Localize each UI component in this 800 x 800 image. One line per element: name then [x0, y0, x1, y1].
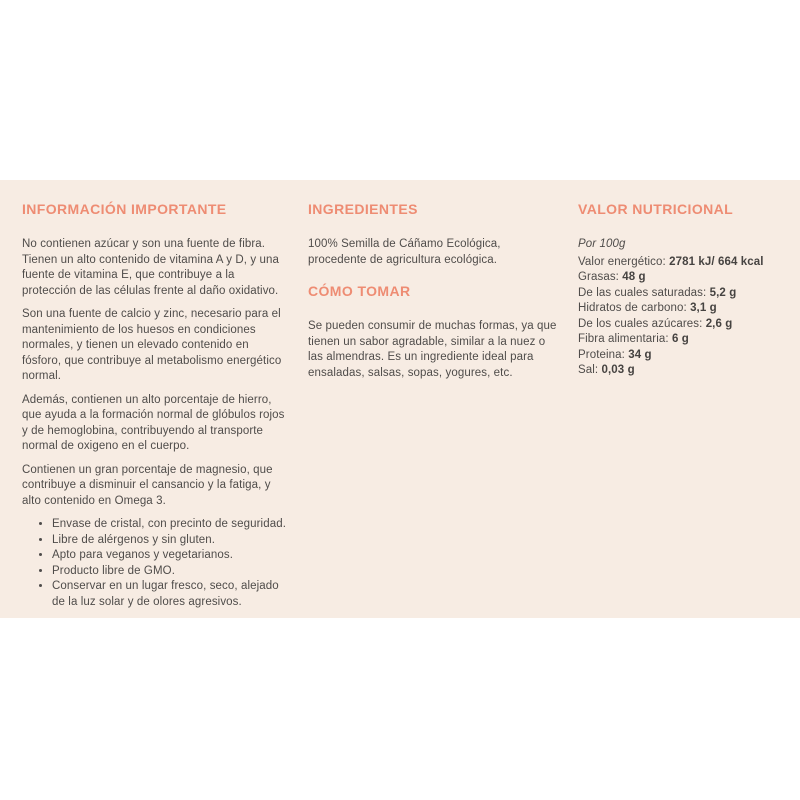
important-info-heading: INFORMACIÓN IMPORTANTE — [22, 201, 227, 217]
nutrition-label: Proteina: — [578, 348, 625, 361]
ingredients-heading: INGREDIENTES — [308, 201, 418, 217]
product-features-list — [22, 517, 290, 610]
list-item: • Apto para veganos y vegetarianos. — [52, 548, 290, 564]
nutrition-value: 3,1 g — [690, 302, 717, 314]
nutrition-column — [578, 201, 792, 379]
nutrition-serving-size: Por 100g — [578, 238, 626, 250]
nutrition-label: De los cuales azúcares: — [578, 317, 703, 330]
nutrition-row-fat — [578, 270, 792, 286]
nutrition-row-carbs — [578, 301, 792, 317]
nutrition-row-salt — [578, 363, 792, 379]
important-info-column — [22, 201, 290, 610]
how-to-take-heading: CÓMO TOMAR — [308, 283, 411, 299]
nutrition-label: De las cuales saturadas: — [578, 286, 707, 299]
nutrition-value: 2,6 g — [705, 317, 733, 330]
list-item: • Envase de cristal, con precinto de seguridad. — [52, 517, 290, 533]
ingredients-column — [308, 201, 562, 389]
info-paragraph-1: No contienen azúcar y son una fuente de fibra. Tienen un alto contenido de vitamina A y D, y una fuente de vitamina E, que contribuye a la protección de las células frente al daño oxidativo. — [22, 238, 279, 297]
product-details-panel — [0, 180, 800, 618]
info-paragraph-3: Además, contienen un alto porcentaje de hierro, que ayuda a la formación normal de glóbulos rojos y de hemoglobina, contribuyendo al transporte normal de oxigeno en el cuerpo. — [22, 393, 285, 452]
nutrition-row-energy — [578, 255, 792, 271]
nutrition-label: Sal: — [578, 364, 599, 376]
nutrition-label: Valor energético: — [578, 255, 666, 268]
nutrition-label: Hidratos de carbono: — [578, 302, 687, 314]
nutrition-value: 48 g — [622, 271, 646, 283]
nutrition-label: Fibra alimentaria: — [578, 333, 669, 345]
info-paragraph-2: Son una fuente de calcio y zinc, necesario para el mantenimiento de los huesos en condiciones normales, y tienen un elevado contenido en fósforo, que contribuye al metabolismo energético normal. — [22, 308, 282, 382]
ingredients-paragraph: 100% Semilla de Cáñamo Ecológica, procedente de agricultura ecológica. — [308, 238, 501, 266]
nutrition-heading: VALOR NUTRICIONAL — [578, 201, 734, 217]
how-to-take-paragraph: Se pueden consumir de muchas formas, ya que tienen un sabor agradable, similar a la nuez o las almendras. Es un ingrediente ideal para ensaladas, salsas, sopas, yogures, etc. — [308, 320, 557, 379]
nutrition-row-saturates — [578, 286, 792, 302]
nutrition-row-fibre — [578, 332, 792, 348]
nutrition-label: Grasas: — [578, 271, 619, 283]
list-item: • Conservar en un lugar fresco, seco, alejado de la luz solar y de olores agresivos. — [52, 579, 290, 610]
nutrition-value: 6 g — [671, 333, 689, 345]
list-item: • Producto libre de GMO. — [52, 564, 290, 580]
nutrition-value: 2781 kJ/ 664 kcal — [669, 255, 764, 268]
nutrition-row-sugars — [578, 317, 792, 333]
list-item: • Libre de alérgenos y sin gluten. — [52, 533, 290, 549]
nutrition-value: 0,03 g — [601, 364, 635, 376]
nutrition-row-protein — [578, 348, 792, 364]
info-paragraph-4: Contienen un gran porcentaje de magnesio, que contribuye a disminuir el cansancio y la fatiga, y alto contenido en Omega 3. — [22, 463, 273, 507]
nutrition-value: 34 g — [628, 348, 652, 361]
nutrition-value: 5,2 g — [709, 286, 737, 299]
